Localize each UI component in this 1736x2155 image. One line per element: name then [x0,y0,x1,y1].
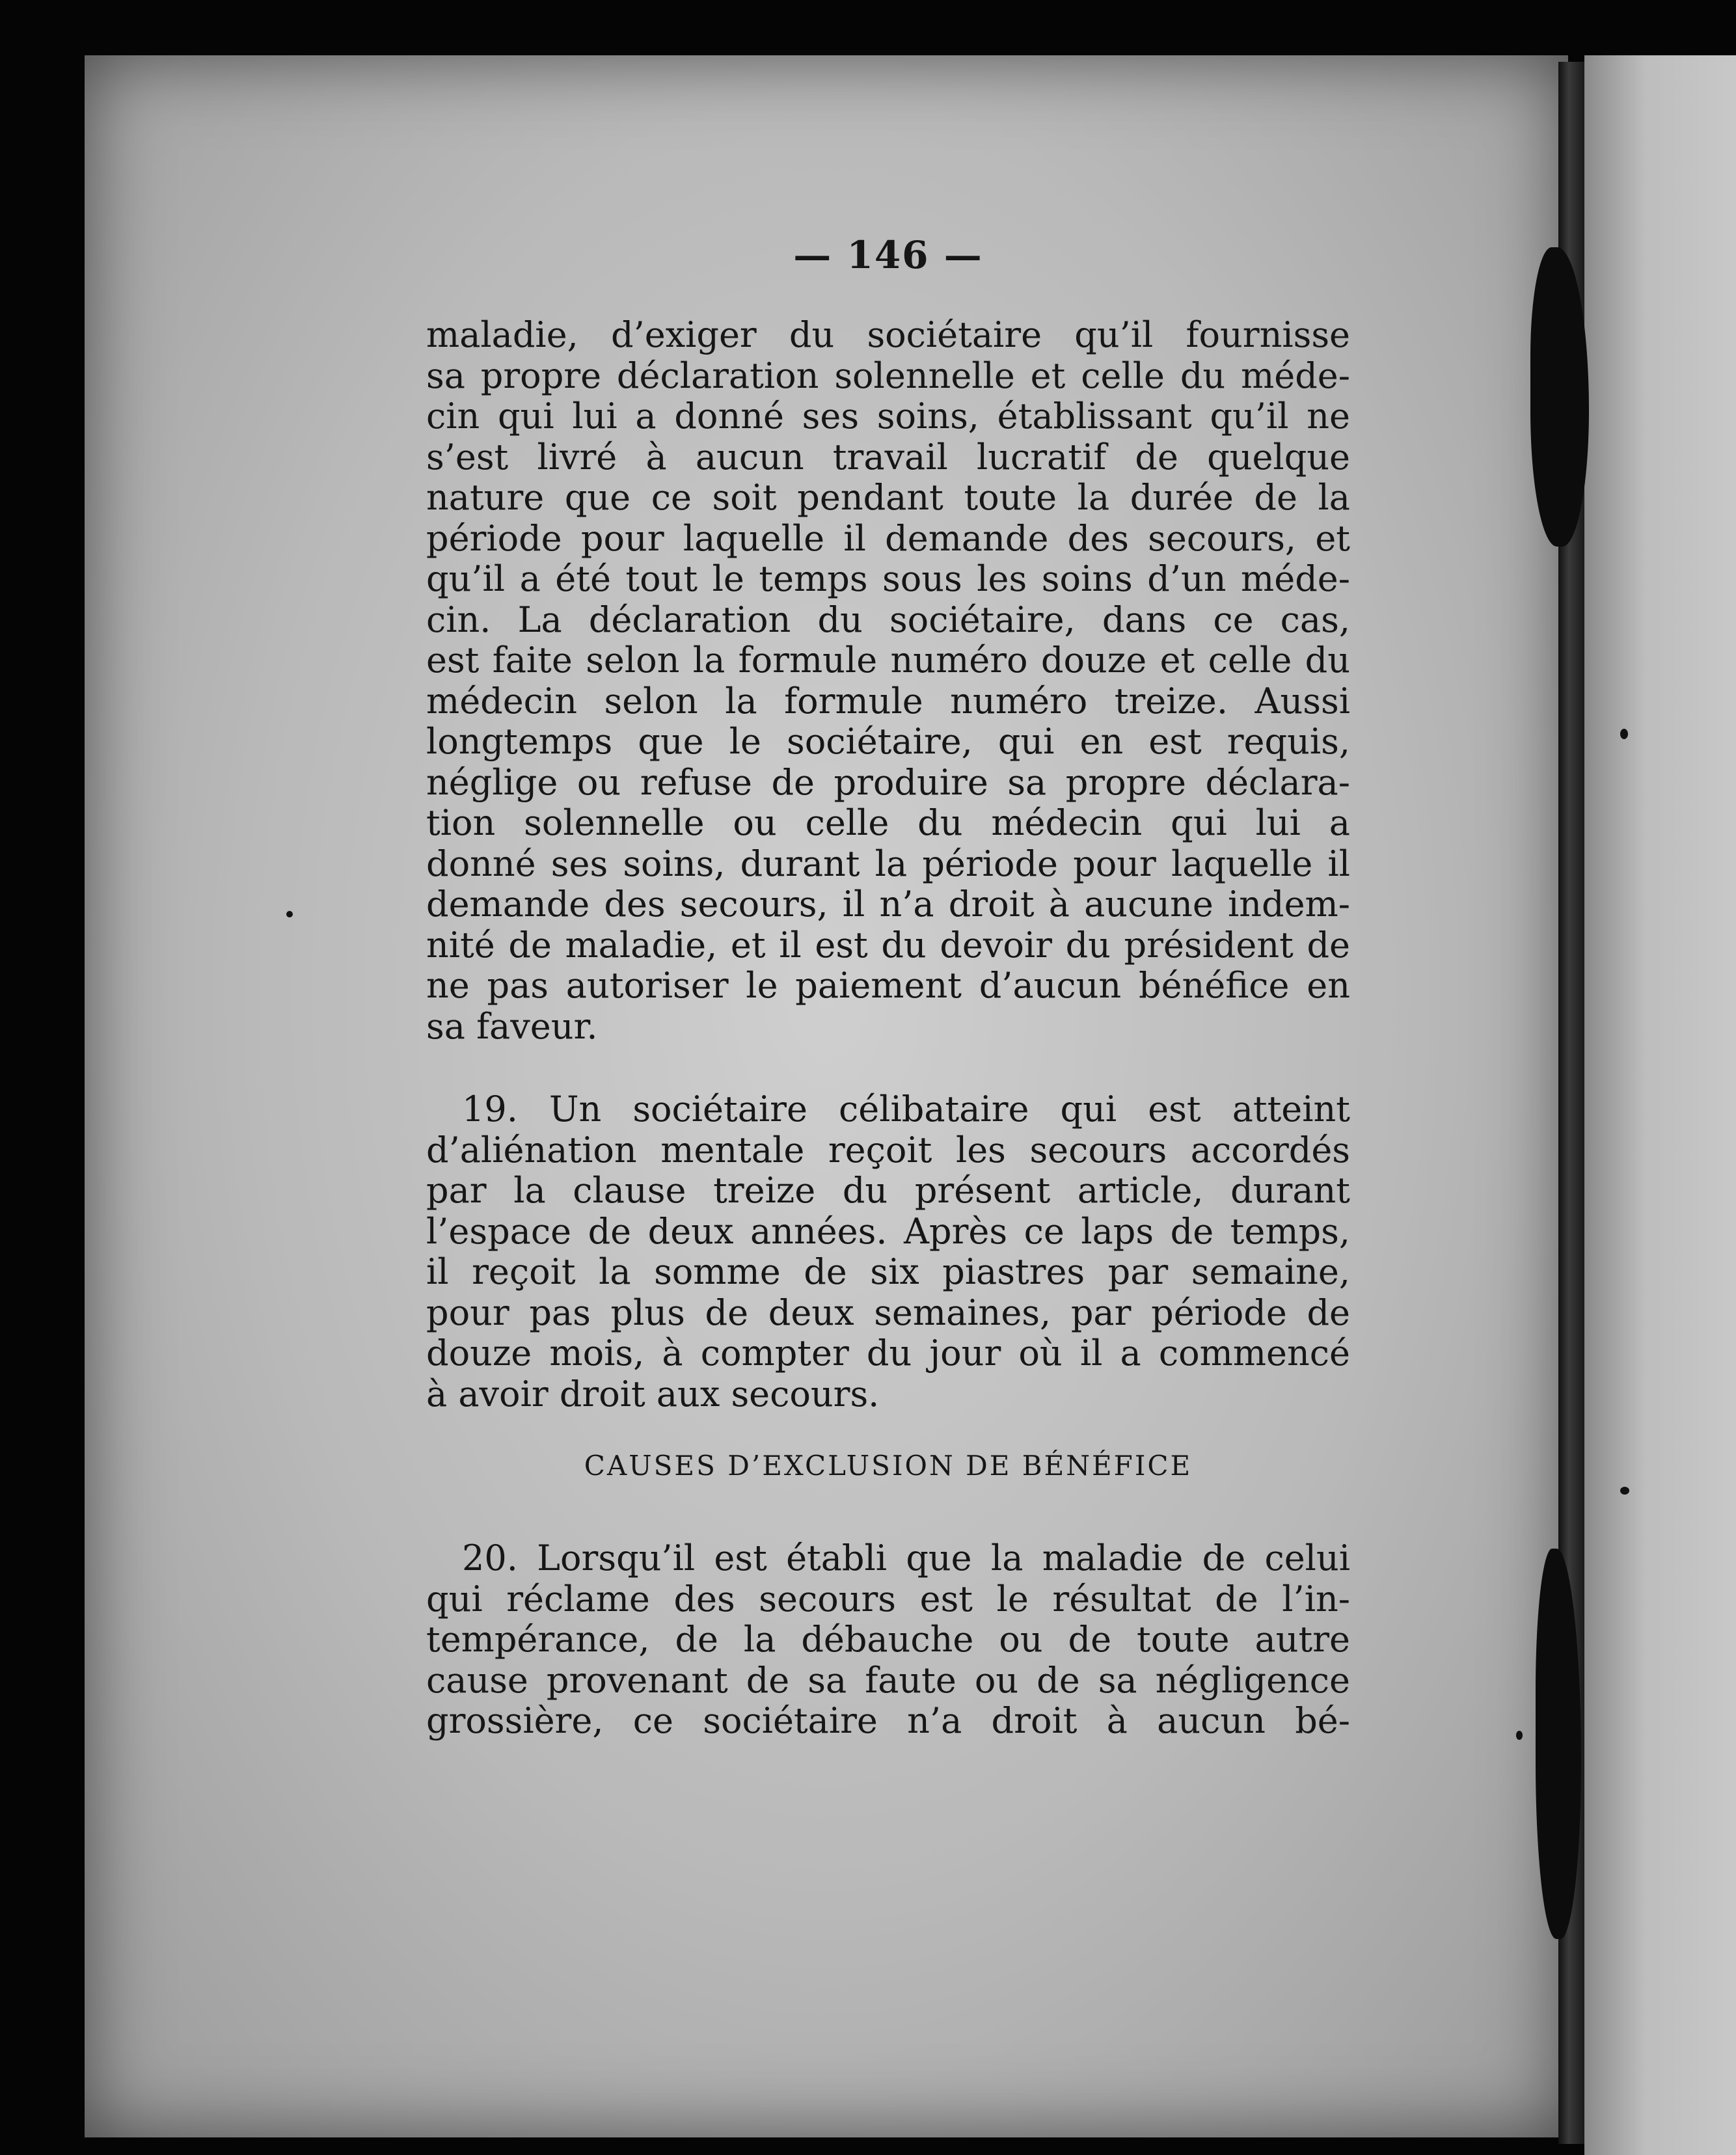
text-line: longtemps que le sociétaire, qui en est requis, [426,721,1350,762]
paragraph-20 [426,1538,1350,1742]
paragraph-18 [426,315,1350,1047]
text-line: nité de maladie, et il est du devoir du président de [426,924,1350,966]
text-line: par la clause treize du présent article, durant [426,1170,1350,1211]
text-line: grossière, ce sociétaire n’a droit à aucun bé- [426,1700,1350,1741]
paragraph-gap [426,1047,1350,1089]
ink-speck [1620,729,1628,739]
ink-speck [1620,1487,1629,1495]
text-line: est faite selon la formule numéro douze et celle du [426,640,1350,681]
text-line: maladie, d’exiger du sociétaire qu’il fournisse [426,314,1350,355]
page-number: — 146 — [793,233,983,277]
text-line: nature que ce soit pendant toute la durée de la [426,477,1350,518]
text-line: 19. Un sociétaire célibataire qui est atteint [462,1089,1350,1130]
text-line: l’espace de deux années. Après ce laps de temps, [426,1210,1350,1252]
text-line: période pour laquelle il demande des secours, et [426,517,1350,559]
text-line: sa propre déclaration solennelle et celle du méde- [426,355,1350,396]
text-line: cin qui lui a donné ses soins, établissant qu’il ne [426,396,1350,437]
text-line: 20. Lorsqu’il est établi que la maladie de celui [462,1538,1350,1579]
text-line: qu’il a été tout le temps sous les soins d’un méde- [426,558,1350,599]
text-line: donné ses soins, durant la période pour laquelle il [426,843,1350,884]
text-line: qui réclame des secours est le résultat de l’in- [426,1578,1350,1620]
text-line: douze mois, à compter du jour où il a commencé [426,1333,1350,1374]
text-line: cause provenant de sa faute ou de sa négligence [426,1659,1350,1701]
text-line: cin. La déclaration du sociétaire, dans ce cas, [426,599,1350,640]
text-line: ne pas autoriser le paiement d’aucun bénéfice en [426,965,1350,1006]
text-line: à avoir droit aux secours. [426,1373,880,1415]
text-line: médecin selon la formule numéro treize. Aussi [426,680,1350,722]
section-heading: CAUSES D’EXCLUSION DE BÉNÉFICE [584,1450,1193,1482]
text-line: tempérance, de la débauche ou de toute autre [426,1619,1350,1660]
text-line: il reçoit la somme de six piastres par semaine, [426,1251,1350,1292]
text-line: néglige ou refuse de produire sa propre déclara- [426,761,1350,803]
facing-page-edge [1584,55,1736,2155]
text-line: sa faveur. [426,1005,598,1047]
text-line: s’est livré à aucun travail lucratif de quelque [426,436,1350,478]
text-line: pour pas plus de deux semaines, par période de [426,1292,1350,1333]
ink-speck [286,911,293,917]
paragraph-19 [426,1089,1350,1415]
text-line: demande des secours, il n’a droit à aucune indem- [426,884,1350,925]
text-line: d’aliénation mentale reçoit les secours accordés [426,1129,1350,1171]
text-line: tion solennelle ou celle du médecin qui lui a [426,802,1350,843]
ink-speck [1516,1731,1523,1740]
page-text [426,234,1350,1742]
